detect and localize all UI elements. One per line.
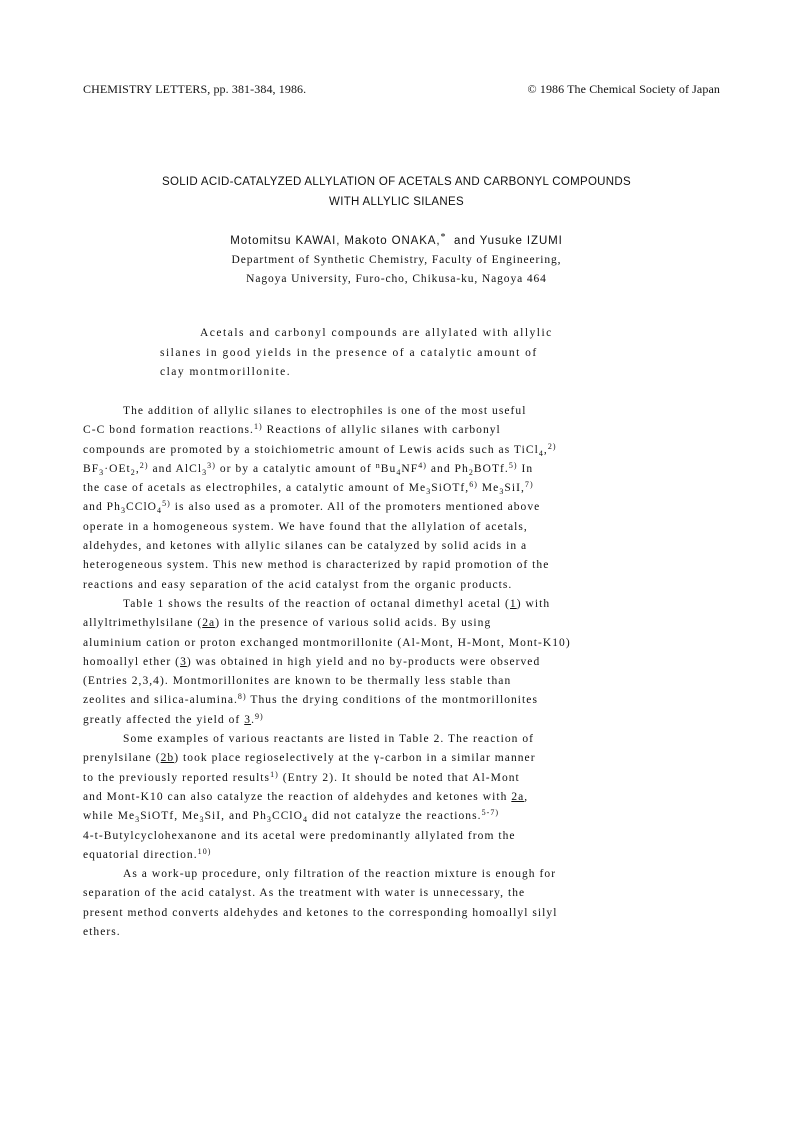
journal-citation: CHEMISTRY LETTERS, pp. 381-384, 1986. [83, 82, 307, 96]
text-run: BOTf. [473, 462, 509, 475]
text-run: and Mont-K10 can also catalyze the reaction of aldehydes and ketones with [83, 790, 512, 803]
compound-number: 2a [202, 617, 216, 630]
text-run: ·OEt [104, 462, 131, 475]
ref-marker: 3) [207, 460, 216, 470]
body-line [83, 769, 713, 788]
subscript: 4 [396, 467, 402, 477]
body-line: heterogeneous system. This new method is characterized by rapid promotion of the [83, 559, 550, 572]
body-line: operate in a homogeneous system. We have found that the allylation of acetals, [83, 520, 528, 533]
body-line: aluminium cation or proton exchanged montmorillonite (Al-Mont, H-Mont, Mont-K10) [83, 636, 571, 649]
body-line [83, 653, 713, 672]
body-text [83, 402, 713, 942]
text-run: C-C bond formation reactions. [83, 424, 254, 437]
text-run: SiI, [504, 482, 525, 495]
text-run: Bu [380, 462, 397, 475]
text-run: and Ph [426, 462, 469, 475]
ref-marker: 1) [270, 769, 279, 779]
ref-marker: 8) [237, 692, 247, 702]
text-run: . [251, 713, 255, 726]
subscript: 3 [120, 506, 126, 516]
text-run: In [517, 462, 534, 475]
text-run: , [543, 443, 548, 456]
text-run: compounds are promoted by a stoichiometric amount of Lewis acids such as TiCl [83, 443, 539, 456]
abstract [160, 324, 660, 383]
text-run: CClO [271, 810, 304, 823]
text-run: ) took place regioselectively at the γ-carbon in a similar manner [174, 752, 536, 765]
body-line: Some examples of various reactants are listed in Table 2. The reaction of [123, 733, 535, 746]
subscript: 4 [157, 506, 163, 516]
text-run: while Me [83, 810, 136, 823]
corresponding-asterisk: * [440, 232, 447, 243]
body-line: reactions and easy separation of the acid catalyst from the organic products. [83, 578, 513, 591]
text-run: ) with [516, 597, 551, 610]
title-line-1: SOLID ACID-CATALYZED ALLYLATION OF ACETALS AND CARBONYL COMPOUNDS [162, 176, 631, 188]
text-run: BF [83, 462, 100, 475]
text-run: SiOTf, Me [140, 810, 200, 823]
text-run: homoallyl ether ( [83, 655, 181, 668]
subscript: 3 [99, 467, 105, 477]
body-line [83, 846, 713, 865]
affiliation-dept: Department of Synthetic Chemistry, Faculty of Engineering, [231, 254, 562, 266]
text-run: , [135, 462, 140, 475]
subscript: 3 [499, 487, 505, 497]
body-line [83, 691, 713, 710]
text-run: , [524, 790, 529, 803]
compound-number: 3 [244, 713, 252, 726]
title-line-2: WITH ALLYLIC SILANES [329, 196, 464, 208]
abstract-line: Acetals and carbonyl compounds are allylated with allylic [200, 327, 553, 339]
text-run: and Ph [83, 501, 121, 514]
ref-marker: 7) [524, 480, 534, 490]
subscript: 2 [130, 467, 136, 477]
subscript: 3 [202, 467, 208, 477]
text-run: Reactions of allylic silanes with carbonyl [262, 424, 501, 437]
body-line: ethers. [83, 926, 121, 939]
ref-marker: 1) [253, 422, 263, 432]
abstract-line: clay montmorillonite. [160, 366, 292, 378]
body-line [83, 788, 713, 807]
ref-marker: 5) [508, 460, 518, 470]
body-line [83, 595, 713, 614]
body-line: aldehydes, and ketones with allylic silanes can be catalyzed by solid acids in a [83, 540, 528, 553]
body-line [83, 614, 713, 633]
body-line [83, 460, 713, 479]
body-line: As a work-up procedure, only filtration of the reaction mixture is enough for [123, 868, 557, 881]
subscript: 4 [538, 448, 544, 458]
authors-a: Motomitsu KAWAI, Makoto ONAKA, [230, 235, 441, 247]
subscript: 2 [468, 467, 474, 477]
body-line: separation of the acid catalyst. As the treatment with water is unnecessary, the [83, 887, 526, 900]
compound-number: 3 [180, 655, 187, 668]
text-run: Thus the drying conditions of the montmorillonites [246, 694, 538, 707]
body-line: The addition of allylic silanes to electrophiles is one of the most useful [123, 405, 527, 417]
ref-marker: 10) [197, 846, 212, 856]
text-run: ) in the presence of various solid acids. By using [215, 617, 492, 630]
copyright-notice: © 1986 The Chemical Society of Japan [527, 82, 720, 96]
abstract-line: silanes in good yields in the presence of a catalytic amount of [160, 346, 538, 359]
ref-marker: 5-7) [481, 808, 500, 818]
text-run: greatly affected the yield of [83, 713, 245, 726]
authors-b: and Yusuke IZUMI [453, 235, 563, 247]
body-line [83, 711, 713, 730]
body-line: (Entries 2,3,4). Montmorillonites are known to be thermally less stable than [83, 675, 512, 688]
body-line: 4-t-Butylcyclohexanone and its acetal were predominantly allylated from the [83, 829, 516, 842]
text-run: the case of acetals as electrophiles, a catalytic amount of Me [83, 482, 427, 495]
body-line [83, 498, 713, 517]
author-names [0, 232, 793, 251]
text-run: NF [401, 462, 419, 475]
body-line [83, 749, 713, 768]
text-run: to the previously reported results [83, 771, 271, 784]
text-run: SiOTf, [431, 482, 470, 495]
text-run: ) was obtained in high yield and no by-products were observed [186, 655, 541, 668]
ref-marker: 4) [418, 460, 427, 470]
compound-number: 2b [160, 752, 175, 765]
body-line [83, 441, 713, 460]
text-run: SiI, and Ph [204, 810, 267, 823]
subscript: 4 [303, 815, 309, 825]
text-run: is also used as a promoter. All of the promoters mentioned above [170, 501, 541, 514]
text-run: (Entry 2). It should be noted that Al-Mont [278, 771, 520, 784]
body-line [83, 807, 713, 826]
subscript: 3 [135, 815, 141, 825]
superscript: n [375, 460, 381, 470]
text-run: did not catalyze the reactions. [308, 810, 482, 823]
subscript: 3 [199, 815, 205, 825]
text-run: Me [477, 482, 500, 495]
text-run: allyltrimethylsilane ( [83, 617, 203, 630]
body-line [83, 479, 713, 498]
body-line [83, 421, 713, 440]
ref-marker: 2) [547, 441, 557, 451]
affiliation-univ: Nagoya University, Furo-cho, Chikusa-ku, Nagoya 464 [246, 273, 547, 285]
text-run: or by a catalytic amount of [215, 462, 376, 475]
ref-marker: 5) [162, 499, 171, 509]
ref-marker: 6) [469, 480, 478, 490]
text-run: prenylsilane ( [83, 752, 161, 765]
text-run: CClO [126, 501, 158, 514]
compound-number: 1 [509, 597, 517, 610]
ref-marker: 9) [255, 711, 264, 721]
compound-number: 2a [511, 790, 525, 803]
text-run: zeolites and silica-alumina. [83, 694, 238, 707]
text-run: and AlCl [148, 462, 203, 475]
body-line: present method converts aldehydes and ketones to the corresponding homoallyl silyl [83, 906, 558, 919]
text-run: Table 1 shows the results of the reaction of octanal dimethyl acetal ( [123, 597, 510, 610]
text-run: equatorial direction. [83, 848, 198, 861]
author-block [0, 232, 793, 289]
ref-marker: 2) [139, 460, 149, 470]
subscript: 3 [266, 815, 272, 825]
subscript: 3 [426, 487, 432, 497]
